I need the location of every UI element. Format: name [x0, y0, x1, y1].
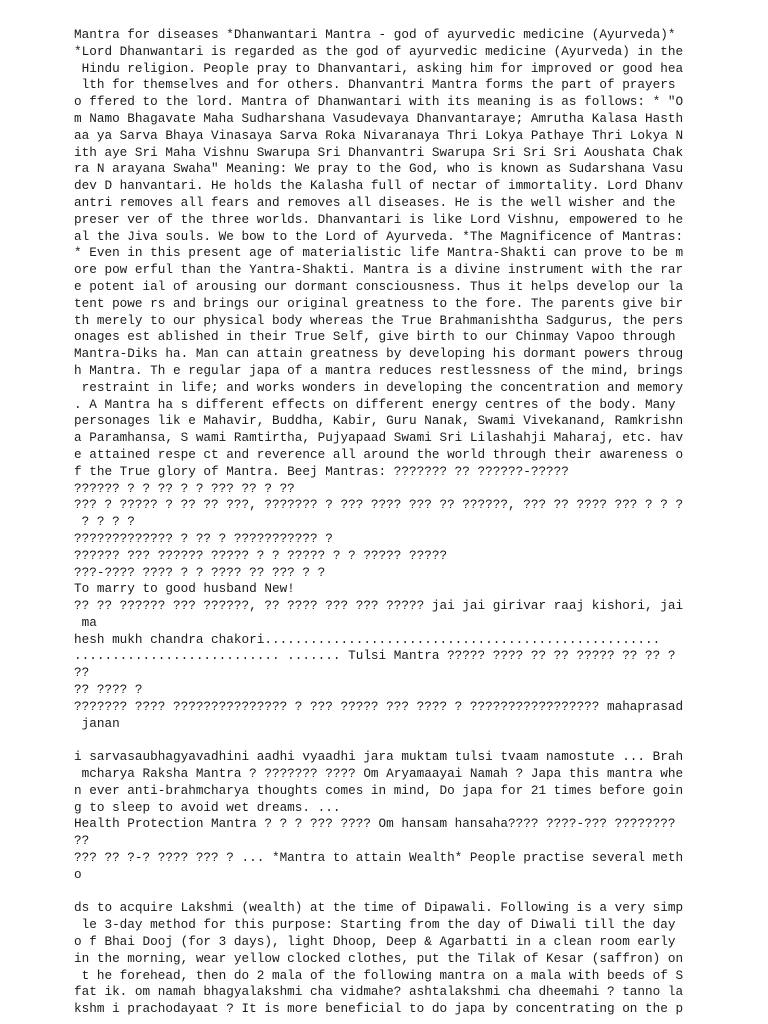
- text-line: [74, 732, 764, 749]
- text-line: ??????? ???? ??????????????? ? ??? ????? ??? ???? ? ????????????????? mahaprasad: [74, 698, 684, 714]
- text-line: ???-???? ???? ? ? ???? ?? ??? ? ?: [74, 564, 326, 580]
- text-line: i sarvasaubhagyavadhini aadhi vyaadhi jara muktam tulsi tvaam namostute ... Brah: [74, 749, 684, 765]
- text-line: hesh mukh chandra chakori....................................................: [74, 631, 661, 647]
- text-line: Health Protection Mantra ? ? ? ??? ???? Om hansam hansaha???? ????-??? ????????: [74, 816, 676, 832]
- text-line: e potent ial of arousing our dormant consciousness. Thus it helps develop our la: [74, 278, 684, 294]
- text-line: h Mantra. Th e regular japa of a mantra reduces restlessness of the mind, brings: [74, 362, 684, 378]
- text-line: onages est ablished in their True Self, give birth to our Chinmay Vapoo through: [74, 329, 676, 345]
- text-line: ra N arayana Swaha" Meaning: We pray to the God, who is known as Sudarshana Vasu: [74, 161, 684, 177]
- text-line: Mantra-Diks ha. Man can attain greatness by developing his dormant powers throug: [74, 346, 684, 362]
- text-line: ??? ? ????? ? ?? ?? ???, ??????? ? ??? ???? ??? ?? ??????, ??? ?? ???? ??? ? ? ?: [74, 497, 684, 513]
- text-line: ??: [74, 833, 90, 849]
- text-line: t he forehead, then do 2 mala of the following mantra on a mala with beeds of S: [74, 967, 684, 983]
- text-line: f the True glory of Mantra. Beej Mantras: ??????? ?? ??????-?????: [74, 463, 569, 479]
- text-line: o ffered to the lord. Mantra of Dhanwantari with its meaning is as follows: * "O: [74, 94, 684, 110]
- text-line: tent powe rs and brings our original greatness to the fore. The parents give bir: [74, 295, 684, 311]
- text-line: kshm i prachodayaat ? It is more beneficial to do japa by concentrating on the p: [74, 1001, 684, 1017]
- text-line: ?? ???? ?: [74, 682, 143, 698]
- text-line: ore pow erful than the Yantra-Shakti. Mantra is a divine instrument with the rar: [74, 262, 684, 278]
- text-line: Mantra for diseases *Dhanwantari Mantra - god of ayurvedic medicine (Ayurveda)*: [74, 27, 676, 42]
- text-line: mcharya Raksha Mantra ? ??????? ???? Om Aryamaayai Namah ? Japa this mantra whe: [74, 766, 684, 782]
- text-line: m Namo Bhagavate Maha Sudharshana Vasudevaya Dhanvantaraye; Amrutha Kalasa Hasth: [74, 110, 684, 126]
- text-line: ????????????? ? ?? ? ??????????? ?: [74, 530, 333, 546]
- text-line: ma: [74, 614, 97, 630]
- text-line: al the Jiva souls. We bow to the Lord of Ayurveda. *The Magnificence of Mantras:: [74, 228, 684, 244]
- document-text: [74, 27, 764, 1018]
- text-line: *Lord Dhanwantari is regarded as the god of ayurvedic medicine (Ayurveda) in the: [74, 43, 684, 59]
- text-line: g to sleep to avoid wet dreams. ...: [74, 799, 341, 815]
- text-line: * Even in this present age of materialistic life Mantra-Shakti can prove to be m: [74, 245, 684, 261]
- text-line: aa ya Sarva Bhaya Vinasaya Sarva Roka Nivaranaya Thri Lokya Pathaye Thri Lokya N: [74, 127, 684, 143]
- text-line: preser ver of the three worlds. Dhanvantari is like Lord Vishnu, empowered to he: [74, 211, 684, 227]
- text-line: personages lik e Mahavir, Buddha, Kabir, Guru Nanak, Swami Vivekanand, Ramkrishn: [74, 413, 684, 429]
- text-line: le 3-day method for this purpose: Starting from the day of Diwali till the day: [74, 917, 676, 933]
- text-line: lth for themselves and for others. Dhanvantri Mantra forms the part of prayers: [74, 77, 676, 93]
- text-line: restraint in life; and works wonders in developing the concentration and memory: [74, 379, 684, 395]
- text-line: e attained respe ct and reverence all around the world through their awareness o: [74, 446, 684, 462]
- text-line: a Paramhansa, S wami Ramtirtha, Pujyapaad Swami Sri Lilashahji Maharaj, etc. hav: [74, 430, 684, 446]
- text-line: n ever anti-brahmcharya thoughts comes in mind, Do japa for 21 times before goin: [74, 782, 684, 798]
- text-line: . A Mantra ha s different effects on different energy centres of the body. Many: [74, 396, 676, 412]
- text-line: dev D hanvantari. He holds the Kalasha full of nectar of immortality. Lord Dhanv: [74, 178, 684, 194]
- text-line: ? ? ? ?: [74, 514, 135, 530]
- text-line: in the morning, wear yellow clocked clothes, put the Tilak of Kesar (saffron) on: [74, 950, 684, 966]
- text-line: ?? ?? ?????? ??? ??????, ?? ???? ??? ??? ????? jai jai girivar raaj kishori, jai: [74, 598, 684, 614]
- text-line: ??: [74, 665, 90, 681]
- text-line: th merely to our physical body whereas the True Brahmanishtha Sadgurus, the pers: [74, 312, 684, 328]
- text-line: fat ik. om namah bhagyalakshmi cha vidmahe? ashtalakshmi cha dheemahi ? tanno la: [74, 984, 684, 1000]
- text-line: ?????? ??? ?????? ????? ? ? ????? ? ? ????? ?????: [74, 547, 448, 563]
- text-line: [74, 884, 764, 901]
- text-line: o: [74, 866, 82, 882]
- text-line: Hindu religion. People pray to Dhanvantari, asking him for improved or good hea: [74, 60, 684, 76]
- text-line: To marry to good husband New!: [74, 581, 295, 597]
- text-line: o f Bhai Dooj (for 3 days), light Dhoop, Deep & Agarbatti in a clean room early: [74, 934, 676, 950]
- text-line: ??? ?? ?-? ???? ??? ? ... *Mantra to attain Wealth* People practise several meth: [74, 850, 684, 866]
- text-line: ?????? ? ? ?? ? ? ??? ?? ? ??: [74, 480, 295, 496]
- text-line: antri removes all fears and removes all diseases. He is the well wisher and the: [74, 194, 676, 210]
- text-line: ds to acquire Lakshmi (wealth) at the time of Dipawali. Following is a very simp: [74, 900, 684, 916]
- text-line: janan: [74, 715, 120, 731]
- text-line: ........................... ....... Tulsi Mantra ????? ???? ?? ?? ????? ?? ?? ?: [74, 648, 676, 664]
- text-line: ith aye Sri Maha Vishnu Swarupa Sri Dhanvantri Swarupa Sri Sri Sri Aoushata Chak: [74, 144, 684, 160]
